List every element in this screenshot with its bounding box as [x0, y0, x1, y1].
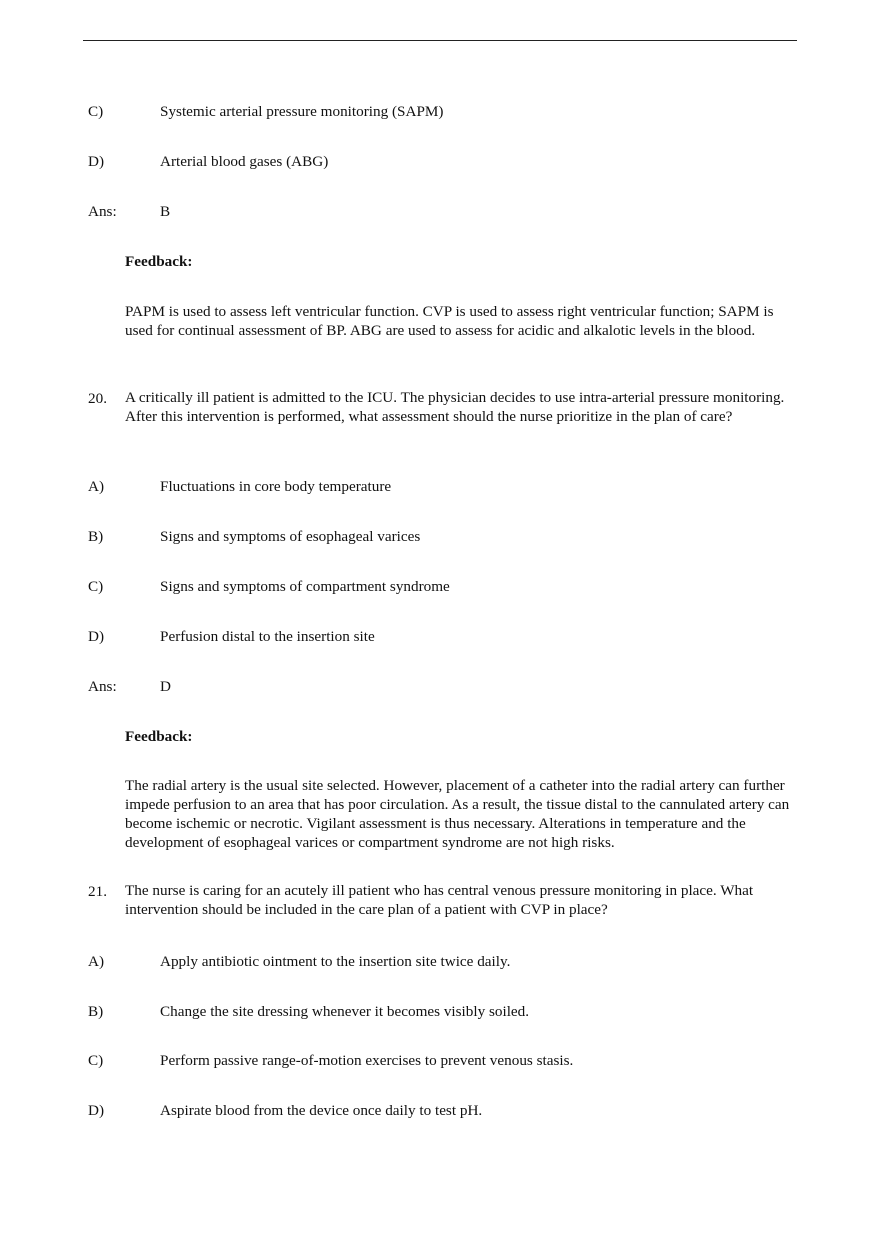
option-letter: B)	[88, 1003, 104, 1020]
option-letter: D)	[88, 153, 105, 170]
q20-feedback-text: The radial artery is the usual site selected. However, placement of a catheter into the radial artery can further impede perfusion to an area that has poor circulation. As a result, the tissue distal to the cannulated artery can become ischemic or necrotic. Vigilant assessment is thus necessary. Alterations in temperature and the development of esophageal varices or compartment syndrome are not high risks.	[125, 777, 790, 851]
q20-number: 20.	[88, 390, 107, 407]
option-text: Aspirate blood from the device once daily to test pH.	[160, 1102, 483, 1119]
option-letter: D)	[88, 628, 105, 645]
option-text: Perform passive range-of-motion exercises to prevent venous stasis.	[160, 1052, 574, 1069]
option-letter: B)	[88, 528, 104, 545]
option-letter: C)	[88, 578, 104, 595]
option-letter: C)	[88, 103, 104, 120]
ans-label: Ans:	[88, 678, 117, 695]
option-text: Systemic arterial pressure monitoring (SAPM)	[160, 103, 444, 120]
q19-feedback-title: Feedback:	[125, 253, 193, 270]
option-letter: A)	[88, 953, 105, 970]
option-text: Change the site dressing whenever it becomes visibly soiled.	[160, 1003, 530, 1020]
option-text: Arterial blood gases (ABG)	[160, 153, 329, 170]
q19-feedback-text: PAPM is used to assess left ventricular function. CVP is used to assess right ventricular function; SAPM is used for continual assessment of BP. ABG are used to assess for acidic and alkalotic levels in the blood.	[125, 303, 774, 339]
ans-value: B	[160, 203, 171, 220]
option-text: Apply antibiotic ointment to the insertion site twice daily.	[160, 953, 511, 970]
option-letter: D)	[88, 1102, 105, 1119]
option-text: Signs and symptoms of compartment syndrome	[160, 578, 450, 595]
option-text: Fluctuations in core body temperature	[160, 478, 392, 495]
option-text: Signs and symptoms of esophageal varices	[160, 528, 421, 545]
q20-feedback-title: Feedback:	[125, 728, 193, 745]
q21-question: The nurse is caring for an acutely ill patient who has central venous pressure monitoring in place. What intervention should be included in the care plan of a patient with CVP in place?	[125, 882, 754, 918]
option-text: Perfusion distal to the insertion site	[160, 628, 375, 645]
header-rule	[83, 40, 797, 41]
ans-label: Ans:	[88, 203, 117, 220]
option-letter: C)	[88, 1052, 104, 1069]
option-letter: A)	[88, 478, 105, 495]
q21-number: 21.	[88, 883, 107, 900]
ans-value: D	[160, 678, 171, 695]
q20-question: A critically ill patient is admitted to the ICU. The physician decides to use intra-arterial pressure monitoring. After this intervention is performed, what assessment should the nurse prioritize in the plan of care?	[125, 389, 785, 425]
